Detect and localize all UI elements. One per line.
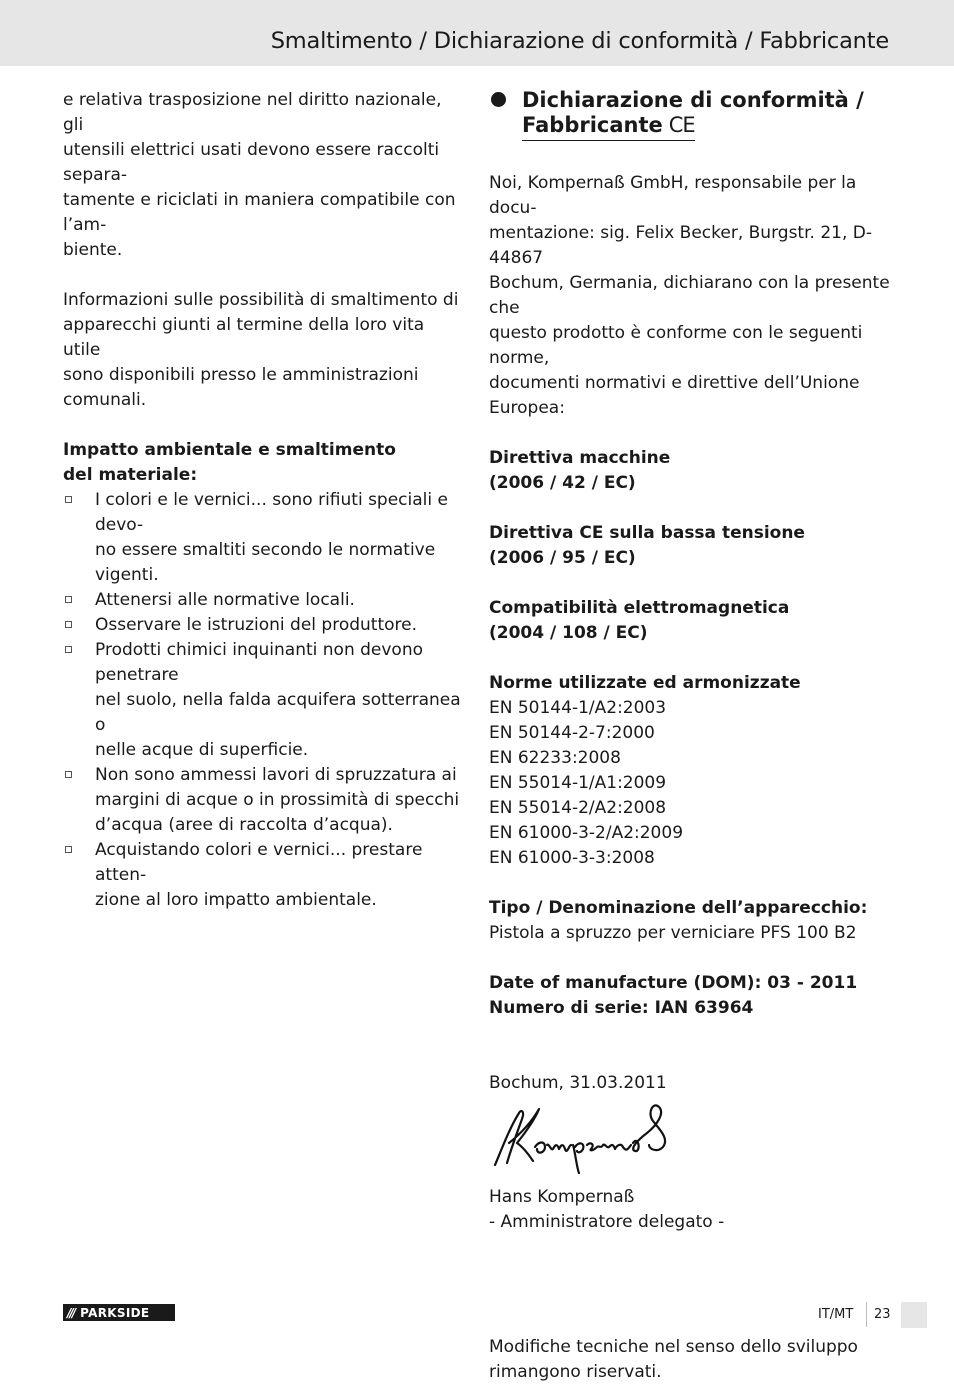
list-item	[63, 488, 463, 588]
checkbox-bullet-icon	[65, 646, 72, 653]
text-line: (2006 / 42 / EC)	[489, 473, 636, 493]
checkbox-bullet-icon	[65, 596, 72, 603]
right-column	[489, 88, 894, 1385]
heading-line: Impatto ambientale e smaltimento	[63, 440, 396, 460]
closing-note	[489, 1335, 894, 1385]
logo-slashes-icon: ///	[67, 1305, 75, 1320]
ce-mark-icon: CE	[668, 113, 695, 137]
heading-line: Dichiarazione di conformità /	[522, 88, 864, 112]
text-line: biente.	[63, 240, 123, 260]
heading-line: Fabbricante	[522, 113, 663, 137]
norm-item: EN 55014-2/A2:2008	[489, 798, 667, 818]
text-line: nelle acque di superficie.	[95, 740, 309, 760]
text-line: Acquistando colori e vernici... prestare atten-	[95, 840, 423, 885]
list-item	[63, 763, 463, 838]
text-line: sono disponibili presso le amministrazioni comunali.	[63, 365, 419, 410]
text-line: Bochum, Germania, dichiarano con la presente che	[489, 273, 890, 318]
logo-text: PARKSIDE	[80, 1305, 150, 1320]
text-line: tamente e riciclati in maniera compatibile con l’am-	[63, 190, 456, 235]
text-line: e relativa trasposizione nel diritto nazionale, gli	[63, 90, 442, 135]
text-line: zione al loro impatto ambientale.	[95, 890, 377, 910]
heading-line: del materiale:	[63, 465, 198, 485]
serial-number: Numero di serie: IAN 63964	[489, 998, 754, 1018]
norm-item: EN 62233:2008	[489, 748, 621, 768]
norm-item: EN 50144-2-7:2000	[489, 723, 655, 743]
checkbox-bullet-icon	[65, 621, 72, 628]
left-column	[63, 88, 463, 913]
text-line: mentazione: sig. Felix Becker, Burgstr. 21, D-44867	[489, 223, 872, 268]
text-line: Direttiva CE sulla bassa tensione	[489, 523, 805, 543]
text-line: Osservare le istruzioni del produttore.	[95, 615, 418, 635]
footer-divider	[866, 1302, 867, 1327]
text-line: rimangono riservati.	[489, 1362, 662, 1382]
signer-name: Hans Kompernaß	[489, 1187, 635, 1207]
date-of-manufacture: Date of manufacture (DOM): 03 - 2011	[489, 973, 858, 993]
footer-tab-marker	[901, 1302, 927, 1328]
text-line: nel suolo, nella falda acquifera sotterranea o	[95, 690, 461, 735]
place-date: Bochum, 31.03.2011	[489, 1073, 667, 1093]
norms-block	[489, 671, 894, 871]
text-line: questo prodotto è conforme con le seguenti norme,	[489, 323, 863, 368]
list-item	[63, 638, 463, 763]
norms-heading: Norme utilizzate ed armonizzate	[489, 673, 801, 693]
list-item	[63, 613, 463, 638]
text-line: margini di acque o in prossimità di specchi	[95, 790, 460, 810]
language-code: IT/MT	[818, 1307, 854, 1322]
disposal-paragraph-1	[63, 88, 463, 263]
directive-emc	[489, 596, 894, 646]
parkside-logo	[63, 1304, 175, 1321]
text-line: no essere smaltiti secondo le normative vigenti.	[95, 540, 436, 585]
list-item	[63, 588, 463, 613]
checkbox-bullet-icon	[65, 846, 72, 853]
checkbox-bullet-icon	[65, 496, 72, 503]
signature-image	[489, 1099, 689, 1177]
conformity-section-heading	[489, 88, 894, 141]
text-line: Attenersi alle normative locali.	[95, 590, 355, 610]
text-line: Compatibilità elettromagnetica	[489, 598, 790, 618]
norm-item: EN 61000-3-2/A2:2009	[489, 823, 684, 843]
text-line: Non sono ammessi lavori di spruzzatura ai	[95, 765, 457, 785]
text-line: (2006 / 95 / EC)	[489, 548, 636, 568]
section-bullet-icon	[491, 92, 506, 107]
text-line: Noi, Kompernaß GmbH, responsabile per la docu-	[489, 173, 857, 218]
text-line: Direttiva macchine	[489, 448, 671, 468]
text-line: Informazioni sulle possibilità di smaltimento di	[63, 290, 459, 310]
page-title: Smaltimento / Dichiarazione di conformità / Fabbricante	[270, 28, 889, 54]
text-line: (2004 / 108 / EC)	[489, 623, 648, 643]
text-line: Prodotti chimici inquinanti non devono penetrare	[95, 640, 424, 685]
text-line: documenti normativi e direttive dell’Unione Europea:	[489, 373, 860, 418]
declaration-intro	[489, 171, 894, 421]
text-line: utensili elettrici usati devono essere raccolti separa-	[63, 140, 440, 185]
norm-item: EN 50144-1/A2:2003	[489, 698, 667, 718]
text-line: Modifiche tecniche nel senso dello sviluppo	[489, 1337, 858, 1357]
device-type-value: Pistola a spruzzo per verniciare PFS 100 B2	[489, 923, 857, 943]
norm-item: EN 61000-3-3:2008	[489, 848, 655, 868]
checkbox-bullet-icon	[65, 771, 72, 778]
page-number: 23	[874, 1307, 891, 1322]
environment-heading	[63, 438, 463, 488]
norm-item: EN 55014-1/A1:2009	[489, 773, 667, 793]
text-line: I colori e le vernici... sono rifiuti speciali e devo-	[95, 490, 448, 535]
disposal-paragraph-2	[63, 288, 463, 413]
device-type-block	[489, 896, 894, 946]
directive-machinery	[489, 446, 894, 496]
heading-underlined	[522, 113, 695, 141]
directive-low-voltage	[489, 521, 894, 571]
signer-role: - Amministratore delegato -	[489, 1212, 725, 1232]
list-item	[63, 838, 463, 913]
text-line: d’acqua (aree di raccolta d’acqua).	[95, 815, 393, 835]
signer-block	[489, 1185, 894, 1235]
environment-bullet-list	[63, 488, 463, 913]
dom-serial-block	[489, 971, 894, 1021]
text-line: apparecchi giunti al termine della loro vita utile	[63, 315, 425, 360]
device-type-heading: Tipo / Denominazione dell’apparecchio:	[489, 898, 868, 918]
